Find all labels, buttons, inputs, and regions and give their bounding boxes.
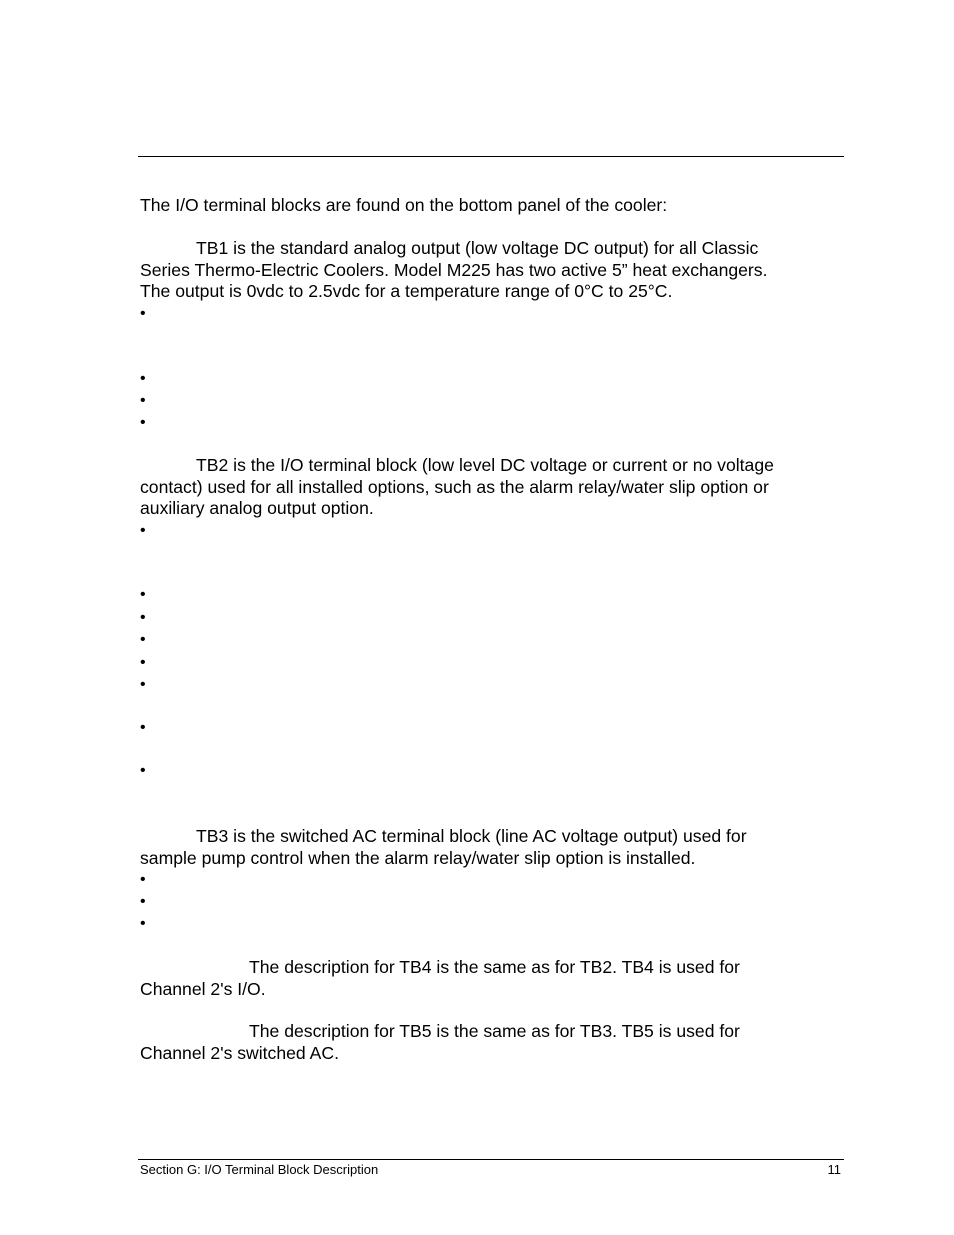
tb3-bullet-2: • [140,893,146,910]
tb2-line-1: TB2 is the I/O terminal block (low level DC voltage or current or no voltage [196,455,774,475]
header-rule [138,156,844,157]
tb1-bullet-2: • [140,370,146,387]
tb2-bullet-4: • [140,631,146,648]
tb2-bullet-3: • [140,609,146,626]
tb1-line-3: The output is 0vdc to 2.5vdc for a temperature range of 0°C to 25°C. [140,281,673,302]
tb2-bullet-2: • [140,586,146,603]
tb3-bullet-3: • [140,915,146,932]
footer-section-title: Section G: I/O Terminal Block Description [140,1162,379,1177]
tb2-paragraph [140,455,840,520]
tb5-line-1: The description for TB5 is the same as for TB3. TB5 is used for [249,1021,740,1041]
tb3-line-1: TB3 is the switched AC terminal block (line AC voltage output) used for [196,826,747,846]
tb1-bullet-3: • [140,392,146,409]
tb5-line-2: Channel 2's switched AC. [140,1042,339,1063]
tb2-bullet-5: • [140,654,146,671]
tb1-bullet-1: • [140,305,146,322]
intro-paragraph: The I/O terminal blocks are found on the bottom panel of the cooler: [140,195,668,215]
tb1-line-1: TB1 is the standard analog output (low voltage DC output) for all Classic [196,238,759,258]
tb2-bullet-7: • [140,719,146,736]
tb1-line-2: Series Thermo-Electric Coolers. Model M225 has two active 5” heat exchangers. [140,259,768,280]
footer-rule [138,1159,844,1160]
tb5-paragraph [140,1021,840,1064]
tb1-bullet-4: • [140,414,146,431]
tb4-paragraph [140,957,840,1000]
tb4-line-2: Channel 2's I/O. [140,978,266,999]
tb2-line-2: contact) used for all installed options, such as the alarm relay/water slip option or [140,476,769,497]
tb2-bullet-1: • [140,522,146,539]
tb3-bullet-1: • [140,871,146,888]
tb4-line-1: The description for TB4 is the same as for TB2. TB4 is used for [249,957,740,977]
tb1-paragraph [140,238,840,303]
tb2-line-3: auxiliary analog output option. [140,498,374,519]
tb2-bullet-6: • [140,676,146,693]
footer-page-number: 11 [827,1162,841,1177]
tb3-paragraph [140,826,840,869]
tb2-bullet-8: • [140,762,146,779]
tb3-line-2: sample pump control when the alarm relay/water slip option is installed. [140,847,696,868]
